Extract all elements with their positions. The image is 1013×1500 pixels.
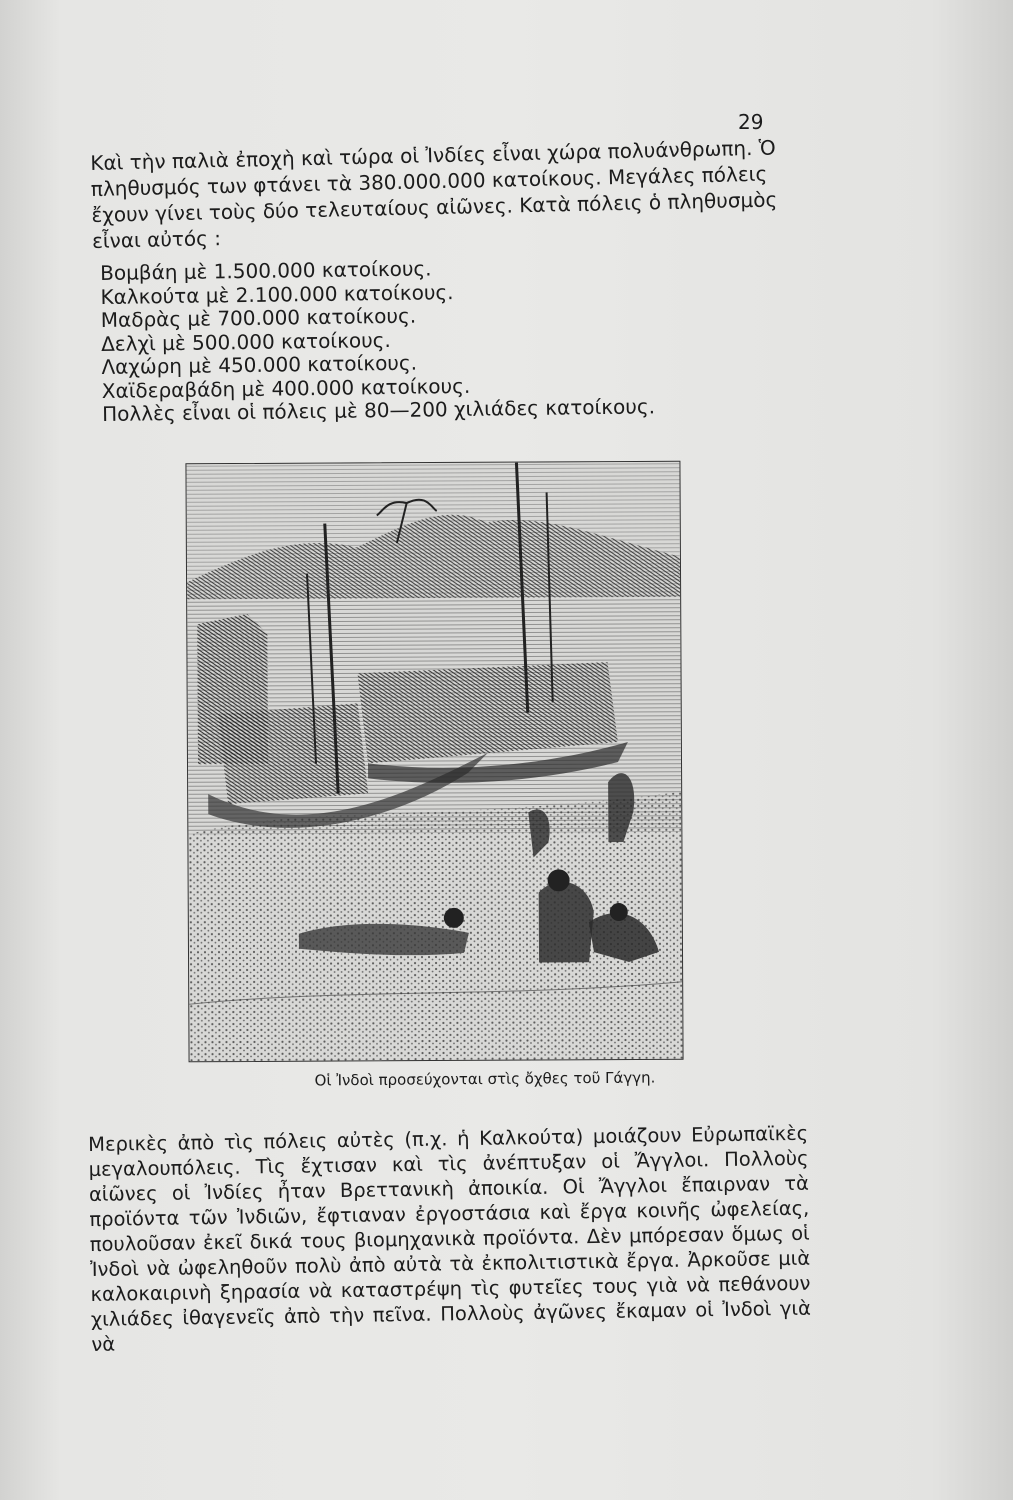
city-population-list <box>100 254 662 426</box>
list-item: Καλκούτα μὲ 2.100.000 κατοίκους. <box>100 279 454 309</box>
engraving-illustration <box>185 461 683 1063</box>
ganges-riverbank-engraving <box>186 462 682 1062</box>
page-number: 29 <box>738 110 764 134</box>
list-item: Δελχὶ μὲ 500.000 κατοίκους. <box>100 327 391 356</box>
list-item: Πολλὲς εἶναι οἱ πόλεις μὲ 80—200 χιλιάδες κατοίκους. <box>101 394 656 426</box>
list-item: Λαχώρη μὲ 450.000 κατοίκους. <box>101 350 418 379</box>
list-item: Μαδρὰς μὲ 700.000 κατοίκους. <box>100 303 417 332</box>
intro-paragraph: Καὶ τὴν παλιὰ ἐποχὴ καὶ τώρα οἱ Ἰνδίες εἶναι χώρα πολυάνθρωπη. Ὁ πληθυσμός των φτάνει τὰ 380.000.000 κατοίκους. Μεγάλες πόλεις ἔχουν γίνει τοὺς δύο τελευταίους αἰῶνες. Κατὰ πόλεις ὁ πληθυσμὸς εἶναι αὐτός : <box>90 135 778 253</box>
list-item: Χαϊδεραβάδη μὲ 400.000 κατοίκους. <box>101 373 471 403</box>
list-item: Βομβάη μὲ 1.500.000 κατοίκους. <box>99 256 432 285</box>
body-paragraph: Μερικὲς ἀπὸ τὶς πόλεις αὐτὲς (π.χ. ἡ Καλκούτα) μοιάζουν Εὐρωπαϊκὲς μεγαλουπόλεις. Τὶς ἔχτισαν καὶ τὶς ἀνέπτυξαν οἱ Ἄγγλοι. Πολλοὺς αἰῶνες οἱ Ἰνδίες ἦταν Βρεττανικὴ ἀποικία. Οἱ Ἄγγλοι ἔπαιρναν τὰ προϊόντα τῶν Ἰνδιῶν, ἔφτιαναν ἐργοστάσια καὶ ἔργα κοινῆς ὠφελείας, πουλοῦσαν ἐκεῖ δικά τους βιομηχανικὰ προϊόντα. Δὲν μπόρεσαν ὅμως οἱ Ἰνδοὶ νὰ ὠφεληθοῦν πολὺ ἀπὸ αὐτὰ τὰ ἐκπολιτιστικὰ ἔργα. Ἀρκοῦσε μιὰ καλοκαιρινὴ ξηρασία νὰ καταστρέψη τὶς φυτεῖες τους γιὰ νὰ πεθάνουν χιλιάδες ἰθαγενεῖς ἀπὸ τὴν πεῖνα. Πολλοὺς ἀγῶνες ἔκαμαν οἱ Ἰνδοὶ γιὰ νὰ <box>88 1121 812 1356</box>
figure-caption: Οἱ Ἰνδοὶ προσεύχονται στὶς ὄχθες τοῦ Γάγγη. <box>314 1068 656 1090</box>
